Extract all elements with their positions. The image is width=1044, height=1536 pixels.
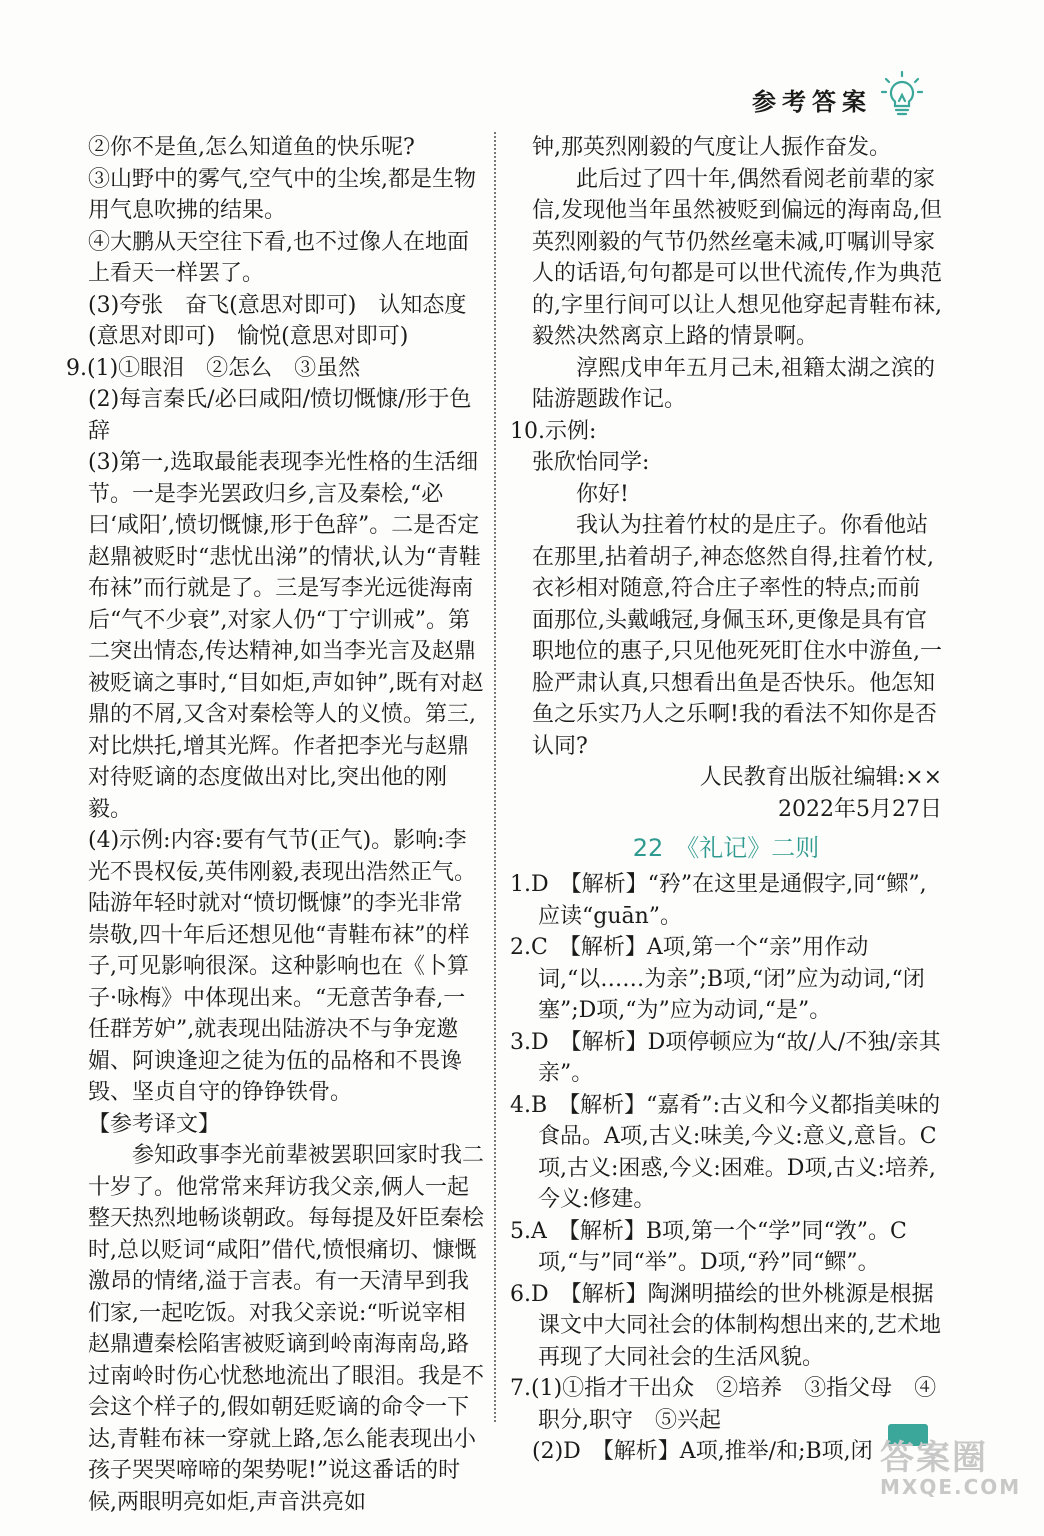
answer-item-9: 9.(1)①眼泪 ②怎么 ③虽然 (66, 355, 361, 381)
answer-line: ④大鹏从天空往下看,也不过像人在地面上看天一样罢了。 (88, 229, 469, 286)
answer-line: (3)夸张 奋飞(意思对即可) 认知态度(意思对即可) 愉悦(意思对即可) (88, 292, 467, 349)
section-title: 22 《礼记》二则 (632, 834, 820, 862)
answer-item-10: 10.示例: (510, 418, 597, 444)
letter-salutation: 张欣怡同学: (532, 450, 650, 475)
answer-line: (2)每言秦氏/必曰咸阳/愤切慨慷/形于色辞 (88, 387, 472, 444)
lightbulb-icon (880, 70, 924, 120)
translation-text: 钟,那英烈刚毅的气度让人振作奋发。 (532, 135, 891, 160)
watermark-url: MXQE.COM (880, 1475, 1022, 1499)
watermark (880, 1430, 1020, 1520)
answer-line: ②你不是鱼,怎么知道鱼的快乐呢? (88, 135, 415, 160)
letter-body: 我认为拄着竹杖的是庄子。你看他站在那里,拈着胡子,神态悠然自得,拄着竹杖,衣衫相对随意,符合庄子率性的特点;而前面那位,头戴峨冠,身佩玉环,更像是具有官职地位的惠子,只见他死死盯住水中游鱼,一脸严肃认真,只想看出鱼是否快乐。他怎知鱼之乐实乃人之乐啊!我的看法不知你是否认同? (532, 513, 942, 759)
letter-signature: 人民教育出版社编辑:×× (699, 765, 942, 790)
watermark-logo: 答案圈 (880, 1438, 988, 1478)
answer-item: (2)D 【解析】A项,推举/和;B项,闭 (532, 1439, 873, 1464)
letter-greeting: 你好! (576, 481, 629, 507)
answer-line: ③山野中的雾气,空气中的尘埃,都是生物用气息吹拂的结果。 (88, 166, 476, 223)
column-divider (494, 132, 496, 1422)
answer-item: 5.A 【解析】B项,第一个“学”同“敩”。C项,“与”同“举”。D项,“矜”同“鳏”。 (510, 1218, 907, 1275)
left-column (66, 132, 484, 1518)
answer-line: (4)示例:内容:要有气节(正气)。影响:李光不畏权佞,英伟刚毅,表现出浩然正气。陆游年轻时就对“愤切慨慷”的李光非常崇敬,四十年后还想见他“青鞋布袜”的样子,可见影响很深。这种影响也在《卜算子·咏梅》中体现出来。“无意苦争春,一任群芳妒”,就表现出陆游决不与争宠邀媚、阿谀逢迎之徒为伍的品格和不畏谗毁、坚贞自守的铮铮铁骨。 (88, 828, 476, 1105)
right-column (510, 132, 942, 1468)
translation-heading: 【参考译文】 (88, 1111, 221, 1137)
answer-line: (3)第一,选取最能表现李光性格的生活细节。一是李光罢政归乡,言及秦桧,“必曰‘咸阳’,愤切慨慷,形于色辞”。二是否定赵鼎被贬时“悲忧出涕”的情状,认为“青鞋布袜”而行就是了。三是写李光远徙海南后“气不少衰”,对家人仍“丁宁训戒”。第二突出情态,传达精神,如当李光言及赵鼎被贬谪之事时,“目如炬,声如钟”,既有对赵鼎的不屑,又含对秦桧等人的义愤。第三,对比烘托,增其光辉。作者把李光与赵鼎对待贬谪的态度做出对比,突出他的刚毅。 (88, 450, 484, 822)
answer-item: 4.B 【解析】“嘉肴”:古义和今义都指美味的食品。A项,古义:味美,今义:意义,意旨。C项,古义:困惑,今义:困难。D项,古义:培养,今义:修建。 (510, 1092, 941, 1212)
page-header-title: 参考答案 (752, 88, 872, 116)
translation-text: 参知政事李光前辈被罢职回家时我二十岁了。他常常来拜访我父亲,俩人一起整天热烈地畅谈朝政。每每提及奸臣秦桧时,总以贬词“咸阳”借代,愤恨痛切、慷慨激昂的情绪,溢于言表。有一天清早到我们家,一起吃饭。对我父亲说:“听说宰相赵鼎遭秦桧陷害被贬谪到岭南海南岛,路过南岭时伤心忧愁地流出了眼泪。我是不会这个样子的,假如朝廷贬谪的命令一下达,青鞋布袜一穿就上路,怎么能表现出小孩子哭哭啼啼的架势呢!”说这番话的时候,两眼明亮如炬,声音洪亮如 (88, 1143, 485, 1515)
translation-text: 淳熙戊申年五月己未,祖籍太湖之滨的陆游题跋作记。 (532, 355, 935, 412)
answer-item: 1.D 【解析】“矜”在这里是通假字,同“鳏”,应读“guān”。 (510, 872, 927, 929)
answer-item: 6.D 【解析】陶渊明描绘的世外桃源是根据课文中大同社会的体制构想出来的,艺术地再现了大同社会的生活风貌。 (510, 1281, 941, 1370)
letter-date: 2022年5月27日 (778, 796, 942, 822)
answer-item: 3.D 【解析】D项停顿应为“故/人/不独/亲其亲”。 (510, 1029, 941, 1086)
translation-text: 此后过了四十年,偶然看阅老前辈的家信,发现他当年虽然被贬到偏远的海南岛,但英烈刚毅的气节仍然丝毫未减,叮嘱训导家人的话语,句句都是可以世代流传,作为典范的,字里行间可以让人想见他穿起青鞋布袜,毅然决然离京上路的情景啊。 (532, 166, 942, 349)
answer-item: 7.(1)①指才干出众 ②培养 ③指父母 ④职分,职守 ⑤兴起 (510, 1376, 937, 1433)
answer-item: 2.C 【解析】A项,第一个“亲”用作动词,“以……为亲”;B项,“闭”应为动词,“闭塞”;D项,“为”应为动词,“是”。 (510, 935, 925, 1023)
